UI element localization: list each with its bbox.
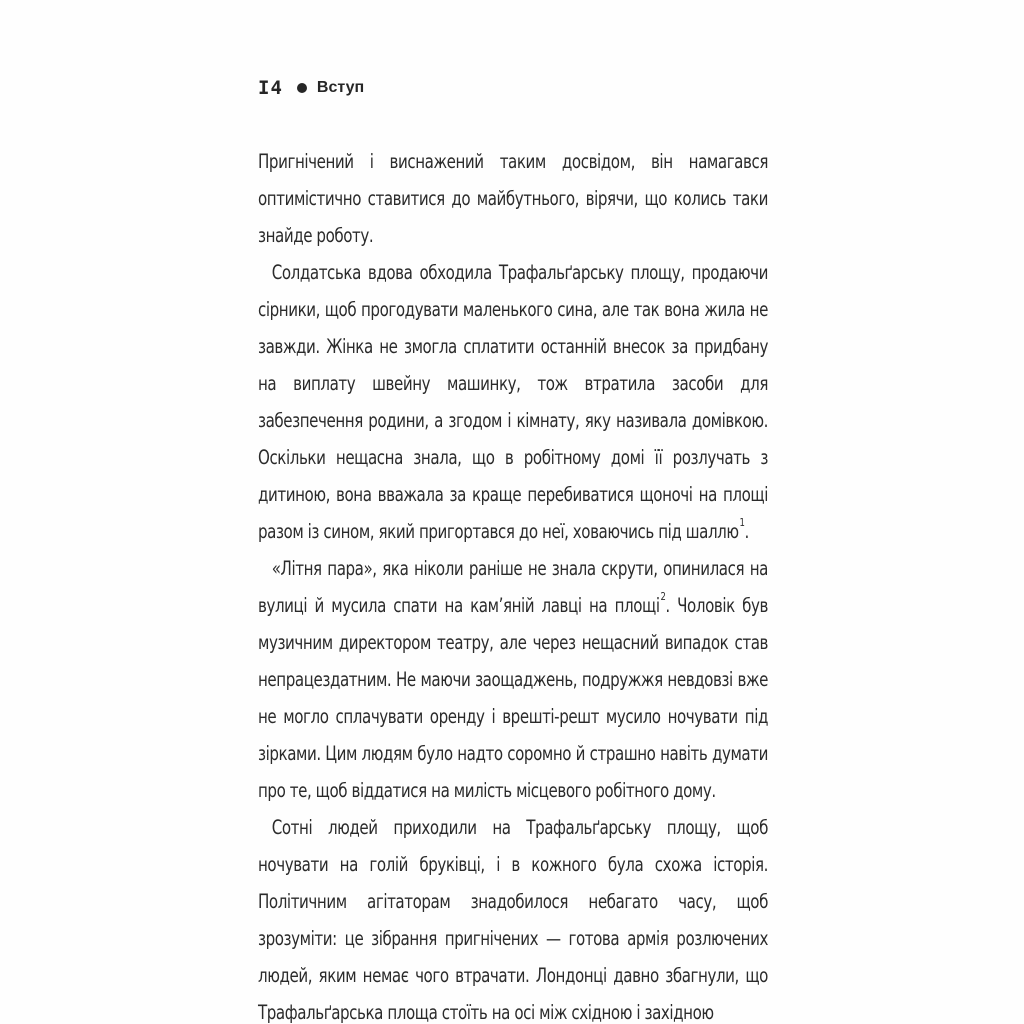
- paragraph-3-text-end: . Чоловік був музичним директором театру, але через нещасний випадок став непрацездатним. Не маючи заощаджень, подружжя невдовзі вже не могло сплачувати оренду і врешті-решт мусило ночувати під зірками. Цим людям було надто соромно й страшно навіть думати про те, щоб віддатися на милість місцевого робітного дому.: [258, 594, 768, 802]
- bullet-icon: [297, 83, 307, 93]
- footnote-marker-1: 1: [739, 516, 745, 529]
- footnote-marker-2: 2: [660, 590, 666, 603]
- page-number: I4: [258, 77, 283, 99]
- body-text: [258, 143, 768, 1024]
- paragraph-3-text: «Літня пара», яка ніколи раніше не знала скрути, опинилася на вулиці й мусила спати на кам’яній лавці на площі: [258, 557, 768, 617]
- paragraph-2: [258, 254, 768, 550]
- paragraph-2-text-end: .: [744, 520, 749, 543]
- running-head: [258, 76, 364, 100]
- paragraph-4: [258, 809, 768, 1024]
- paragraph-1-text: Пригнічений і виснажений таким досвідом, він намагався оптимістично ставитися до майбутнього, вірячи, що колись таки знайде роботу.: [258, 150, 768, 247]
- paragraph-1: [258, 143, 768, 254]
- paragraph-2-text: Солдатська вдова обходила Трафальґарську площу, продаючи сірники, щоб прогодувати маленького сина, але так вона жила не завжди. Жінка не змогла сплатити останній внесок за придбану на виплату швейну машинку, тож втратила засоби для забезпечення родини, а згодом і кімнату, яку називала домівкою. Оскільки нещасна знала, що в робітному домі її розлучать з дитиною, вона вважала за краще перебиватися щоночі на площі разом із сином, який пригортався до неї, ховаючись під шаллю: [258, 261, 768, 543]
- paragraph-3: [258, 550, 768, 809]
- paragraph-4-text: Сотні людей приходили на Трафальґарську площу, щоб ночувати на голій бруківці, і в кожного була схожа історія. Політичним агітаторам знадобилося небагато часу, щоб зрозуміти: це зібрання пригнічених — готова армія розлючених людей, яким немає чого втрачати. Лондонці давно збагнули, що Трафальґарська площа стоїть на осі між східною і західною: [258, 816, 768, 1024]
- chapter-title: Вступ: [316, 79, 365, 96]
